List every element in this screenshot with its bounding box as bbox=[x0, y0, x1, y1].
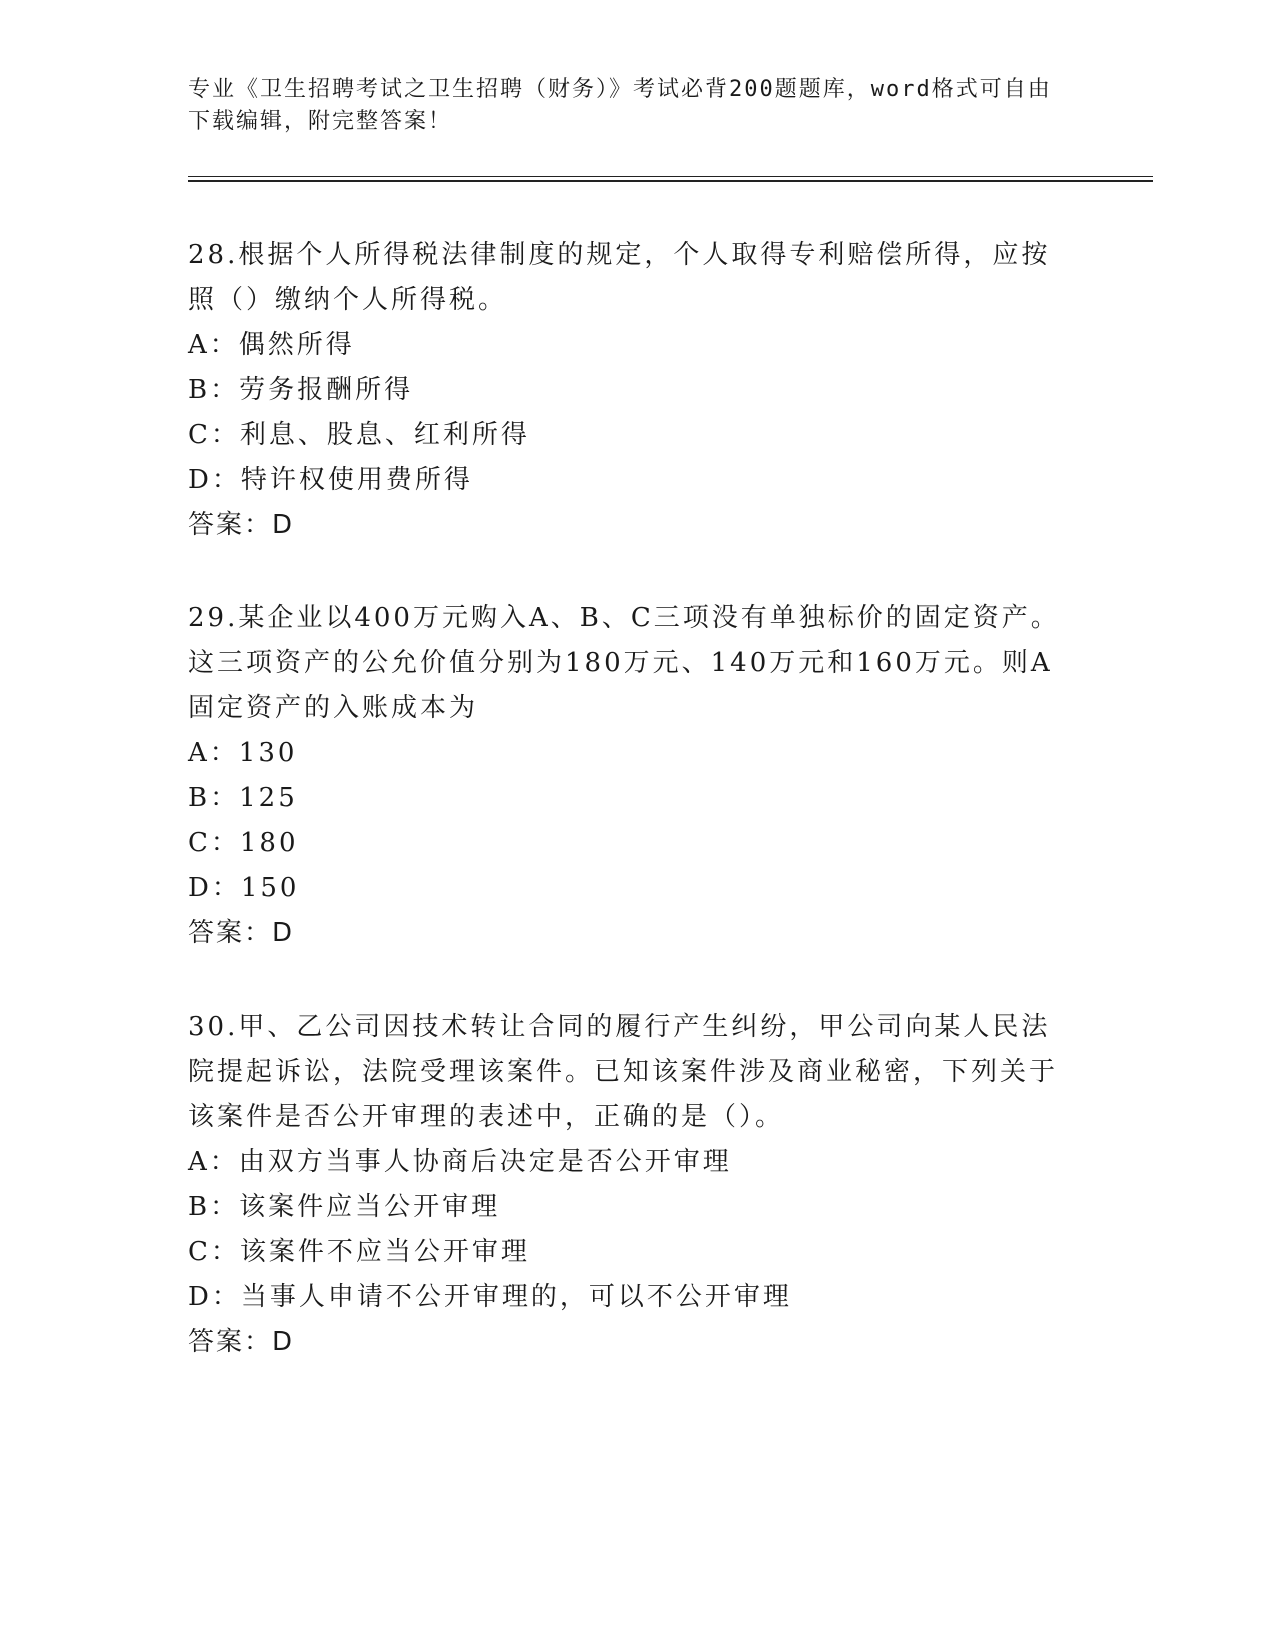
question-29 bbox=[188, 596, 1068, 956]
header-divider-bottom bbox=[188, 180, 1153, 182]
option-a: A：偶然所得 bbox=[188, 330, 355, 360]
option-b: B：劳务报酬所得 bbox=[188, 375, 414, 405]
question-stem: 28.根据个人所得税法律制度的规定，个人取得专利赔偿所得，应按照（）缴纳个人所得税。 bbox=[188, 240, 1051, 315]
header-divider-top bbox=[188, 176, 1153, 177]
answer: 答案：D bbox=[188, 1327, 295, 1357]
question-28 bbox=[188, 233, 1068, 548]
option-c: C：180 bbox=[188, 828, 299, 858]
answer: 答案：D bbox=[188, 918, 295, 948]
option-a: A：由双方当事人协商后决定是否公开审理 bbox=[188, 1147, 732, 1177]
answer: 答案：D bbox=[188, 510, 295, 540]
option-d: D：特许权使用费所得 bbox=[188, 465, 473, 495]
option-d: D：当事人申请不公开审理的，可以不公开审理 bbox=[188, 1282, 792, 1312]
question-stem: 29.某企业以400万元购入A、B、C三项没有单独标价的固定资产。这三项资产的公允价值分别为180万元、140万元和160万元。则A固定资产的入账成本为 bbox=[188, 603, 1060, 723]
option-b: B：125 bbox=[188, 783, 298, 813]
question-30 bbox=[188, 1005, 1068, 1365]
option-c: C：该案件不应当公开审理 bbox=[188, 1237, 530, 1267]
option-b: B：该案件应当公开审理 bbox=[188, 1192, 501, 1222]
option-c: C：利息、股息、红利所得 bbox=[188, 420, 530, 450]
document-header: 专业《卫生招聘考试之卫生招聘（财务）》考试必背200题题库，word格式可自由下载编辑，附完整答案！ bbox=[188, 77, 1052, 134]
question-stem: 30.甲、乙公司因技术转让合同的履行产生纠纷，甲公司向某人民法院提起诉讼，法院受理该案件。已知该案件涉及商业秘密，下列关于该案件是否公开审理的表述中，正确的是（）。 bbox=[188, 1012, 1059, 1132]
option-a: A：130 bbox=[188, 738, 298, 768]
option-d: D：150 bbox=[188, 873, 300, 903]
